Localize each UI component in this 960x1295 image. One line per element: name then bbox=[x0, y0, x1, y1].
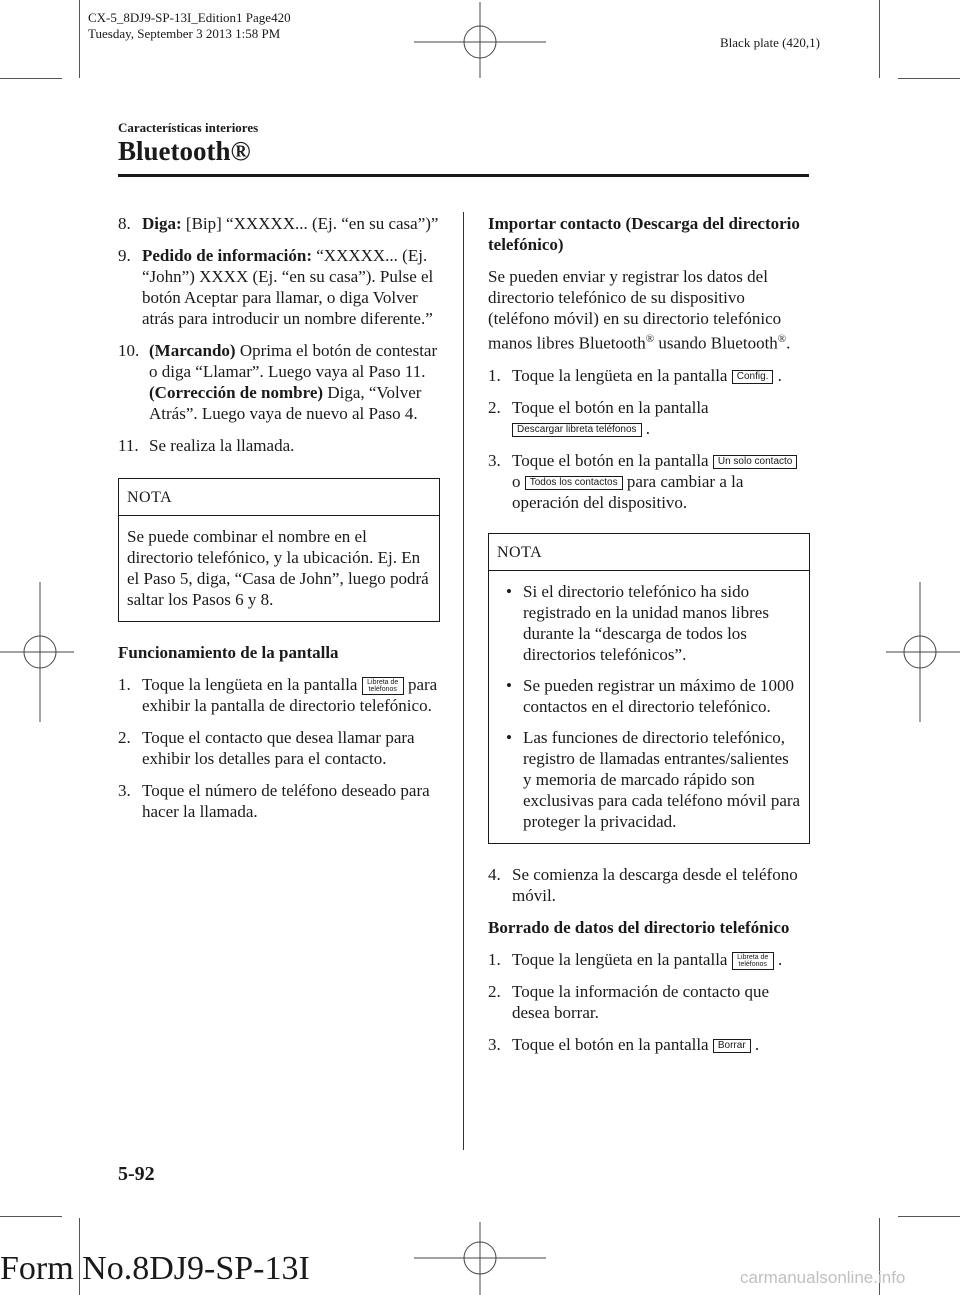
crop-mark bbox=[0, 78, 62, 79]
config-tab-button[interactable]: Config. bbox=[732, 370, 774, 384]
watermark: carmanualsonline.info bbox=[740, 1268, 906, 1287]
step-8: 8. Diga: [Bip] “XXXXX... (Ej. “en su casa”)” bbox=[118, 214, 439, 233]
date-line: Tuesday, September 3 2013 1:58 PM bbox=[88, 26, 281, 41]
registration-mark-right bbox=[886, 582, 960, 722]
registration-mark-top bbox=[414, 2, 546, 78]
nota-bullet: • Se pueden registrar un máximo de 1000 contactos en el directorio telefónico. bbox=[506, 675, 794, 716]
download-phonebook-button[interactable]: Descargar libreta teléfonos bbox=[512, 423, 642, 437]
delete-step-2: 2. Toque la información de contacto que desea borrar. bbox=[488, 981, 770, 1022]
bullet-icon: • bbox=[506, 727, 512, 747]
registration-mark-bottom bbox=[414, 1222, 546, 1295]
step-11: 11. Se realiza la llamada. bbox=[118, 436, 295, 455]
all-contacts-button[interactable]: Todos los contactos bbox=[525, 476, 623, 490]
section-rule bbox=[118, 174, 809, 177]
bullet-icon: • bbox=[506, 675, 512, 695]
file-line: CX-5_8DJ9-SP-13I_Edition1 Page420 bbox=[88, 10, 291, 25]
import-paragraph: Se pueden enviar y registrar los datos del directorio telefónico de su dispositivo (teléfono móvil) en su directorio telefónico manos libres Bluetooth® usando Bluetooth®. bbox=[488, 267, 791, 353]
import-step-2: 2. Toque el botón en la pantalla Descargar libreta teléfonos . bbox=[488, 397, 709, 438]
crop-mark bbox=[879, 0, 880, 78]
delete-step-1: 1. Toque la lengüeta en la pantalla Libreta de teléfonos . bbox=[488, 949, 783, 969]
nota-bullet: • Las funciones de directorio telefónico, registro de llamadas entrantes/salientes y memoria de marcado rápido son exclusivas para cada teléfono móvil para proteger la privacidad. bbox=[506, 727, 801, 831]
import-step-4: 4. Se comienza la descarga desde el teléfono móvil. bbox=[488, 864, 798, 905]
nota-bullet: • Si el directorio telefónico ha sido registrado en la unidad manos libres durante la “descarga de todos los directorios telefónicos”. bbox=[506, 581, 769, 664]
step-9: 9. Pedido de información: “XXXXX... (Ej. “John”) XXXX (Ej. “en su casa”). Pulse el botón Aceptar para llamar, o diga Volver atrás para introducir un nombre diferente.” bbox=[118, 246, 434, 328]
import-step-3: 3. Toque el botón en la pantalla Un solo contacto o Todos los contactos para cambiar a la operación del dispositivo. bbox=[488, 450, 810, 513]
delete-heading: Borrado de datos del directorio telefónico bbox=[488, 917, 790, 937]
screen-step-1: 1. Toque la lengüeta en la pantalla Libreta de teléfonos para exhibir la pantalla de directorio telefónico. bbox=[118, 675, 438, 716]
nota-title: NOTA bbox=[489, 534, 809, 571]
phonebook-tab-button[interactable]: Libreta de teléfonos bbox=[732, 952, 774, 970]
import-heading: Importar contacto (Descarga del directorio telefónico) bbox=[488, 214, 800, 254]
nota-title: NOTA bbox=[119, 479, 439, 516]
phonebook-tab-button[interactable]: Libreta de teléfonos bbox=[362, 677, 404, 695]
crop-mark bbox=[79, 0, 80, 78]
import-step-1: 1. Toque la lengüeta en la pantalla Config. . bbox=[488, 365, 782, 385]
print-slug bbox=[88, 10, 291, 42]
section-category: Características interiores bbox=[118, 120, 259, 135]
screen-operation-heading: Funcionamiento de la pantalla bbox=[118, 643, 339, 662]
crop-mark bbox=[0, 1216, 62, 1217]
nota-text: Se puede combinar el nombre en el directorio telefónico, y la ubicación. Ej. En el Paso 5, diga, “Casa de John”, luego podrá saltar los Pasos 6 y 8. bbox=[127, 527, 429, 609]
right-column bbox=[488, 213, 810, 1066]
delete-step-3: 3. Toque el botón en la pantalla Borrar . bbox=[488, 1034, 760, 1054]
registration-mark-left bbox=[0, 582, 74, 722]
single-contact-button[interactable]: Un solo contacto bbox=[713, 455, 798, 469]
nota-bullet-list bbox=[489, 571, 809, 843]
crop-mark bbox=[898, 78, 960, 79]
screen-step-3: 3. Toque el número de teléfono deseado para hacer la llamada. bbox=[118, 781, 430, 822]
column-divider bbox=[463, 212, 464, 1150]
bullet-icon: • bbox=[506, 581, 512, 601]
form-number: Form No.8DJ9-SP-13I bbox=[0, 1250, 310, 1287]
section-title: Bluetooth® bbox=[118, 136, 251, 166]
step-10: 10. (Marcando) Oprima el botón de contestar o diga “Llamar”. Luego vaya al Paso 11. (Corrección de nombre) Diga, “Volver Atrás”. Luego vaya de nuevo al Paso 4. bbox=[118, 341, 438, 423]
left-column bbox=[118, 213, 443, 833]
nota-box-right bbox=[488, 533, 810, 844]
screen-step-2: 2. Toque el contacto que desea llamar para exhibir los detalles para el contacto. bbox=[118, 728, 415, 769]
page-number: 5-92 bbox=[118, 1163, 155, 1185]
nota-box-left bbox=[118, 478, 440, 622]
plate-label: Black plate (420,1) bbox=[720, 35, 820, 50]
crop-mark bbox=[898, 1216, 960, 1217]
delete-button[interactable]: Borrar bbox=[713, 1039, 751, 1053]
